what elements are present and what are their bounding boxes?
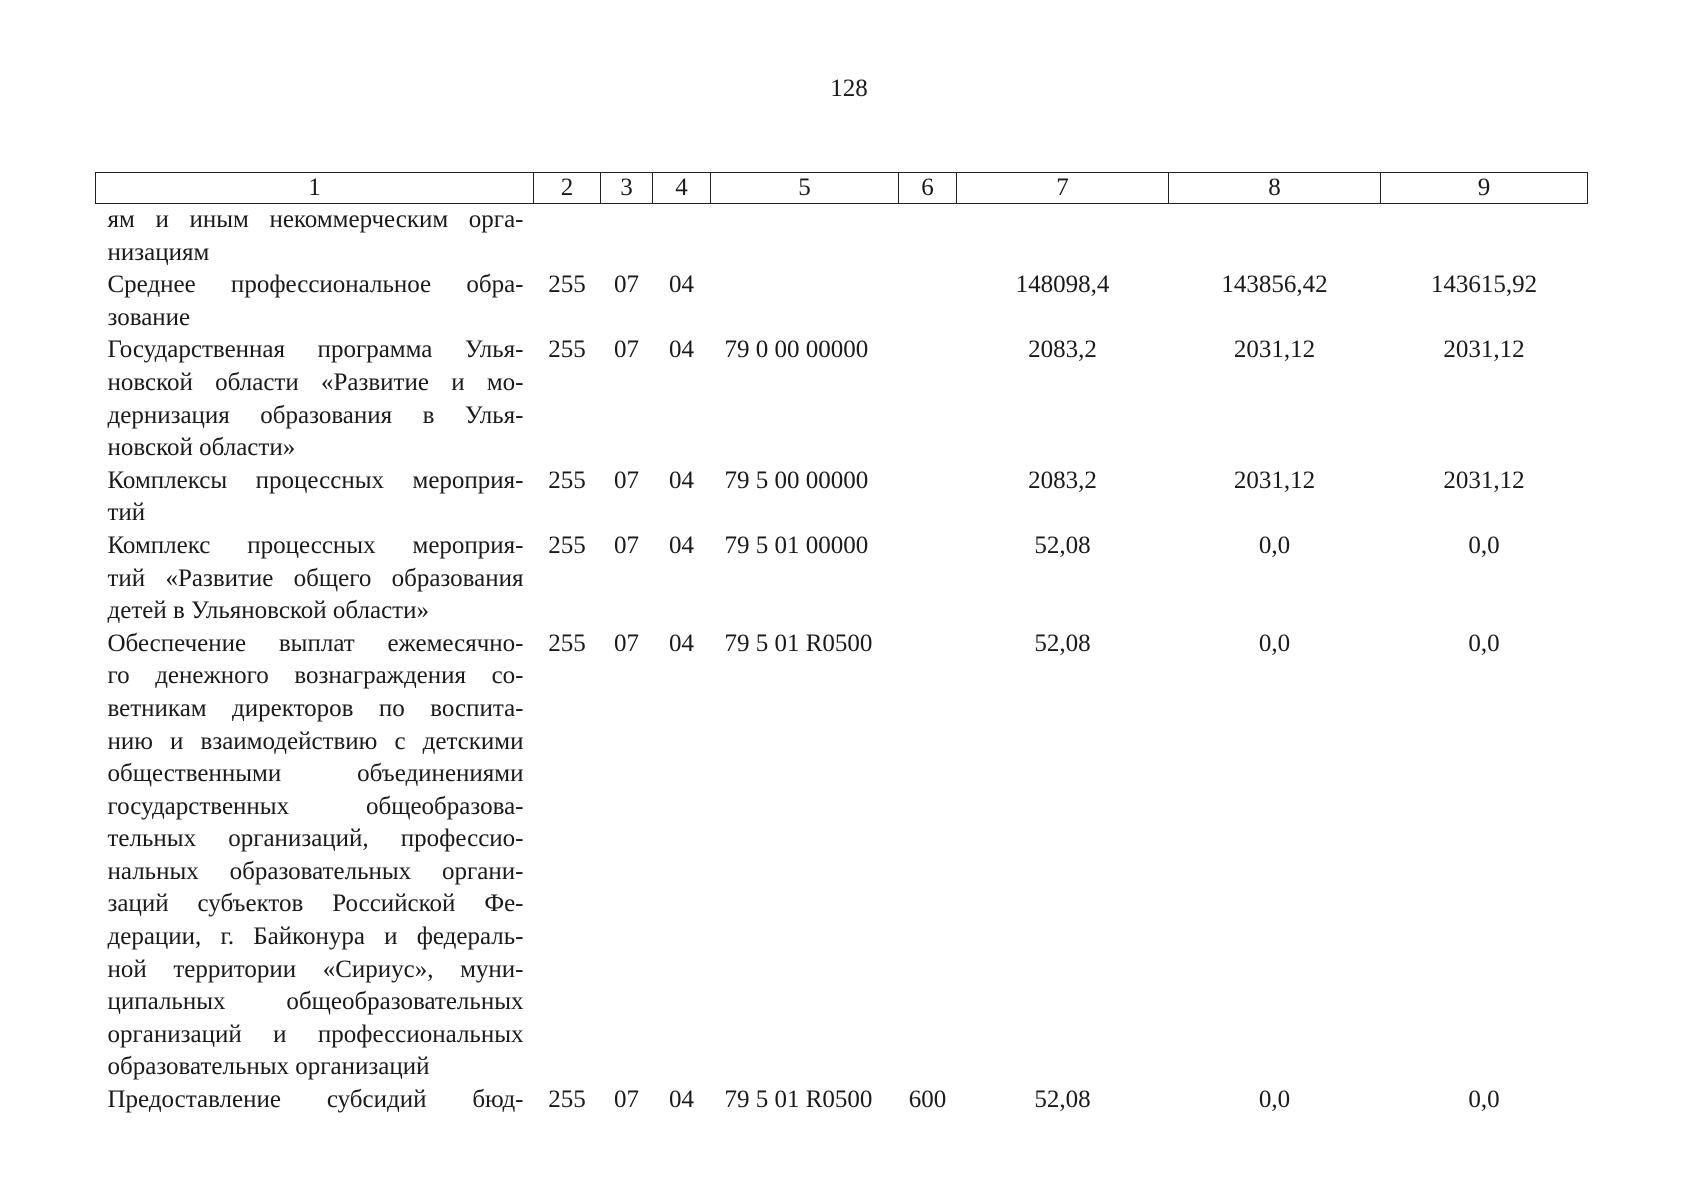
table-row — [96, 628, 1588, 1084]
row-expense-type — [899, 334, 957, 464]
row-name-line: ветникам директоров по воспита- — [107, 694, 524, 722]
budget-table — [95, 172, 1588, 1117]
header-col-1: 1 — [96, 173, 534, 204]
row-name-line: новской области «Развитие и мо- — [107, 368, 524, 396]
table-row — [96, 530, 1588, 628]
row-name-line: низациям — [107, 238, 210, 266]
row-name-line: государственных общеобразова- — [107, 792, 524, 820]
row-target-article: 79 5 01 R0500 — [724, 1086, 873, 1114]
table-header — [96, 173, 1588, 204]
row-ministry-code: 255 — [548, 629, 586, 657]
row-name-line: организаций и профессиональных — [107, 1020, 524, 1048]
row-name-line: тий «Развитие общего образования — [107, 564, 524, 592]
table-row — [96, 269, 1588, 334]
row-expense-type — [899, 465, 957, 530]
row-amount-col9: 0,0 — [1468, 531, 1500, 559]
row-amount-col9: 2031,12 — [1443, 336, 1525, 364]
row-subsection-code: 04 — [669, 1086, 694, 1114]
row-subsection-code — [653, 204, 711, 270]
row-section-code — [601, 204, 653, 270]
row-subsection-code: 04 — [669, 629, 694, 657]
row-amount-col7: 148098,4 — [1015, 271, 1110, 299]
row-section-code: 07 — [614, 466, 639, 494]
row-ministry-code — [534, 204, 601, 270]
row-amount-col9: 0,0 — [1468, 629, 1500, 657]
row-section-code: 07 — [614, 629, 639, 657]
row-name-line: зование — [107, 303, 191, 331]
row-expense-type — [899, 530, 957, 628]
row-expense-type: 600 — [908, 1086, 947, 1114]
row-amount-col9: 143615,92 — [1430, 271, 1538, 299]
header-col-6: 6 — [899, 173, 957, 204]
row-name-line: нальных образовательных органи- — [107, 857, 524, 885]
row-target-article: 79 0 00 00000 — [724, 336, 869, 364]
row-amount-col8: 0,0 — [1258, 1086, 1291, 1114]
table-body — [96, 204, 1588, 1117]
row-name-line: Государственная программа Улья- — [107, 336, 524, 364]
row-amount-col7 — [957, 204, 1169, 270]
row-amount-col8: 2031,12 — [1233, 466, 1316, 494]
row-name-line: детей в Ульяновской области» — [107, 597, 429, 625]
row-name-line: нию и взаимодействию с детскими — [107, 727, 524, 755]
row-name-line: дернизация образования в Улья- — [107, 401, 524, 429]
table-row — [96, 204, 1588, 270]
row-name-line: Комплекс процессных мероприя- — [107, 531, 524, 559]
row-name-line: новской области» — [107, 434, 296, 462]
row-name — [96, 269, 534, 334]
table-row — [96, 334, 1588, 464]
header-col-2: 2 — [534, 173, 601, 204]
row-name-line: ям и иным некоммерческим орга- — [107, 206, 524, 233]
row-target-article — [711, 204, 899, 270]
row-name-line: Комплексы процессных мероприя- — [107, 466, 524, 494]
row-name-line: тий — [107, 499, 146, 527]
row-target-article: 79 5 01 R0500 — [724, 629, 873, 657]
table-row — [96, 1084, 1588, 1117]
row-name — [96, 204, 534, 270]
row-ministry-code: 255 — [548, 336, 586, 364]
row-subsection-code: 04 — [669, 466, 694, 494]
row-name — [96, 334, 534, 464]
row-section-code: 07 — [614, 336, 639, 364]
row-section-code: 07 — [614, 271, 639, 299]
row-amount-col9: 0,0 — [1468, 1086, 1500, 1114]
row-name-line: ципальных общеобразовательных — [107, 988, 524, 1016]
row-expense-type — [899, 628, 957, 1084]
row-target-article — [711, 269, 899, 334]
row-target-article: 79 5 01 00000 — [724, 531, 869, 559]
row-expense-type — [899, 269, 957, 334]
header-col-5: 5 — [711, 173, 899, 204]
row-name-line: общественными объединениями — [107, 760, 524, 788]
row-ministry-code: 255 — [548, 1086, 586, 1114]
row-amount-col7: 52,08 — [1034, 531, 1091, 559]
row-name-line: образовательных организаций — [107, 1053, 430, 1081]
row-amount-col9 — [1381, 204, 1588, 270]
row-name-line: тельных организаций, профессио- — [107, 825, 524, 853]
row-amount-col7: 2083,2 — [1028, 336, 1097, 364]
header-col-3: 3 — [601, 173, 653, 204]
header-col-7: 7 — [957, 173, 1169, 204]
row-amount-col7: 2083,2 — [1028, 466, 1097, 494]
row-name — [96, 628, 534, 1084]
row-section-code: 07 — [614, 1086, 639, 1114]
row-ministry-code: 255 — [548, 271, 586, 299]
header-col-4: 4 — [653, 173, 711, 204]
row-amount-col8: 143856,42 — [1221, 271, 1328, 299]
row-name-line: ной территории «Сириус», муни- — [107, 955, 524, 983]
row-amount-col9: 2031,12 — [1443, 466, 1525, 494]
header-col-9: 9 — [1381, 173, 1588, 204]
row-name — [96, 530, 534, 628]
row-amount-col8: 0,0 — [1258, 629, 1291, 657]
row-subsection-code: 04 — [669, 271, 694, 299]
row-subsection-code: 04 — [669, 531, 694, 559]
row-amount-col8: 0,0 — [1258, 531, 1291, 559]
row-expense-type — [899, 204, 957, 270]
row-name — [96, 465, 534, 530]
row-name-line: Обеспечение выплат ежемесячно- — [107, 629, 524, 657]
row-name-line: дерации, г. Байконура и федераль- — [107, 923, 524, 951]
table-row — [96, 465, 1588, 530]
row-amount-col8: 2031,12 — [1233, 336, 1316, 364]
row-section-code: 07 — [614, 531, 639, 559]
row-amount-col8 — [1169, 204, 1381, 270]
header-col-8: 8 — [1169, 173, 1381, 204]
row-amount-col7: 52,08 — [1034, 1086, 1091, 1114]
row-amount-col7: 52,08 — [1034, 629, 1091, 657]
row-subsection-code: 04 — [669, 336, 694, 364]
header-row — [96, 173, 1588, 204]
row-name-line: Предоставление субсидий бюд- — [107, 1086, 524, 1114]
row-ministry-code: 255 — [548, 531, 586, 559]
row-name-line: заций субъектов Российской Фе- — [107, 890, 524, 918]
row-name — [96, 1084, 534, 1117]
row-name-line: Среднее профессиональное обра- — [107, 271, 524, 299]
row-ministry-code: 255 — [548, 466, 586, 494]
row-name-line: го денежного вознаграждения со- — [107, 662, 524, 690]
page-number: 128 — [830, 75, 868, 102]
row-target-article: 79 5 00 00000 — [724, 466, 869, 494]
